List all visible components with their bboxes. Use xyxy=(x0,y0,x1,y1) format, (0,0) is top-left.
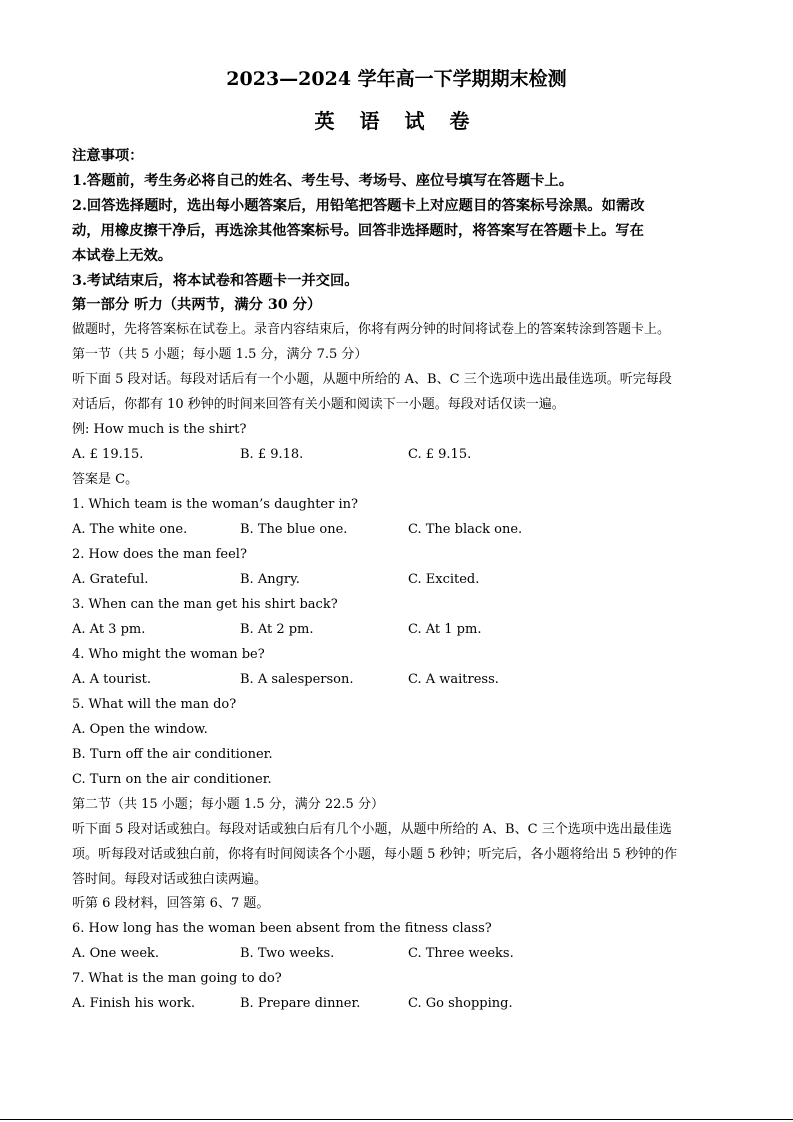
question-2-option-c: C. Excited. xyxy=(408,572,480,587)
question-5-option-a: A. Open the window. xyxy=(72,722,208,737)
question-3-option-a: A. At 3 pm. xyxy=(72,622,146,637)
section2-instruction: 答时间。每段对话或独白读两遍。 xyxy=(72,872,268,887)
question-6-option-a: A. One week. xyxy=(72,946,160,961)
section2-heading: 第二节（共 15 小题；每小题 1.5 分，满分 22.5 分） xyxy=(72,797,384,812)
question-5-option-c: C. Turn on the air conditioner. xyxy=(72,772,272,787)
section2-instruction: 项。听每段对话或独白前，你将有时间阅读各个小题，每小题 5 秒钟；听完后，各小题将给出 5 秒钟的作 xyxy=(72,847,678,862)
question-1: 1. Which team is the woman’s daughter in? xyxy=(72,497,358,512)
question-7-option-a: A. Finish his work. xyxy=(72,996,196,1011)
part1-heading: 第一部分 听力（共两节，满分 30 分） xyxy=(72,297,322,313)
question-2: 2. How does the man feel? xyxy=(72,547,247,562)
question-4-option-b: B. A salesperson. xyxy=(240,672,354,687)
notice-line: 2.回答选择题时，选出每小题答案后，用铅笔把答题卡上对应题目的答案标号涂黑。如需改 xyxy=(72,198,645,214)
question-5-option-b: B. Turn off the air conditioner. xyxy=(72,747,273,762)
section1-heading: 第一节（共 5 小题；每小题 1.5 分，满分 7.5 分） xyxy=(72,347,368,362)
question-1-option-c: C. The black one. xyxy=(408,522,523,537)
example-option-a: A. £ 19.15. xyxy=(72,447,144,462)
question-4-option-c: C. A waitress. xyxy=(408,672,499,687)
section1-instruction: 听下面 5 段对话。每段对话后有一个小题，从题中所给的 A、B、C 三个选项中选出最佳选项。听完每段 xyxy=(72,372,672,387)
example-option-b: B. £ 9.18. xyxy=(240,447,304,462)
notice-line: 动，用橡皮擦干净后，再选涂其他答案标号。回答非选择题时，将答案写在答题卡上。写在 xyxy=(72,223,644,239)
question-3-option-c: C. At 1 pm. xyxy=(408,622,482,637)
notice-heading: 注意事项： xyxy=(72,148,144,164)
question-4: 4. Who might the woman be? xyxy=(72,647,265,662)
example-answer: 答案是 C。 xyxy=(72,472,139,487)
example-option-c: C. £ 9.15. xyxy=(408,447,472,462)
question-4-option-a: A. A tourist. xyxy=(72,672,151,687)
question-1-option-a: A. The white one. xyxy=(72,522,188,537)
question-6-option-c: C. Three weeks. xyxy=(408,946,514,961)
question-1-option-b: B. The blue one. xyxy=(240,522,348,537)
question-7: 7. What is the man going to do? xyxy=(72,971,282,986)
page-bottom-rule xyxy=(0,1119,793,1120)
question-2-option-a: A. Grateful. xyxy=(72,572,149,587)
notice-line: 1.答题前，考生务必将自己的姓名、考生号、考场号、座位号填写在答题卡上。 xyxy=(72,173,574,189)
part1-instruction: 做题时，先将答案标在试卷上。录音内容结束后，你将有两分钟的时间将试卷上的答案转涂到答题卡上。 xyxy=(72,322,671,337)
section2-instruction: 听下面 5 段对话或独白。每段对话或独白后有几个小题，从题中所给的 A、B、C 三个选项中选出最佳选 xyxy=(72,822,672,837)
question-5: 5. What will the man do? xyxy=(72,697,237,712)
notice-line: 本试卷上无效。 xyxy=(72,248,173,264)
material-6-note: 听第 6 段材料，回答第 6、7 题。 xyxy=(72,896,270,911)
section1-instruction: 对话后，你都有 10 秒钟的时间来回答有关小题和阅读下一小题。每段对话仅读一遍。 xyxy=(72,397,565,412)
question-7-option-c: C. Go shopping. xyxy=(408,996,513,1011)
question-7-option-b: B. Prepare dinner. xyxy=(240,996,361,1011)
exam-title: 2023—2024 学年高一下学期期末检测 xyxy=(226,68,567,90)
subject-title: 英 语 试 卷 xyxy=(314,109,479,133)
question-3: 3. When can the man get his shirt back? xyxy=(72,597,338,612)
notice-line: 3.考试结束后，将本试卷和答题卡一并交回。 xyxy=(72,273,359,289)
question-2-option-b: B. Angry. xyxy=(240,572,300,587)
question-6: 6. How long has the woman been absent from the fitness class? xyxy=(72,921,492,936)
question-3-option-b: B. At 2 pm. xyxy=(240,622,314,637)
question-6-option-b: B. Two weeks. xyxy=(240,946,335,961)
example-question: 例: How much is the shirt? xyxy=(72,422,247,437)
